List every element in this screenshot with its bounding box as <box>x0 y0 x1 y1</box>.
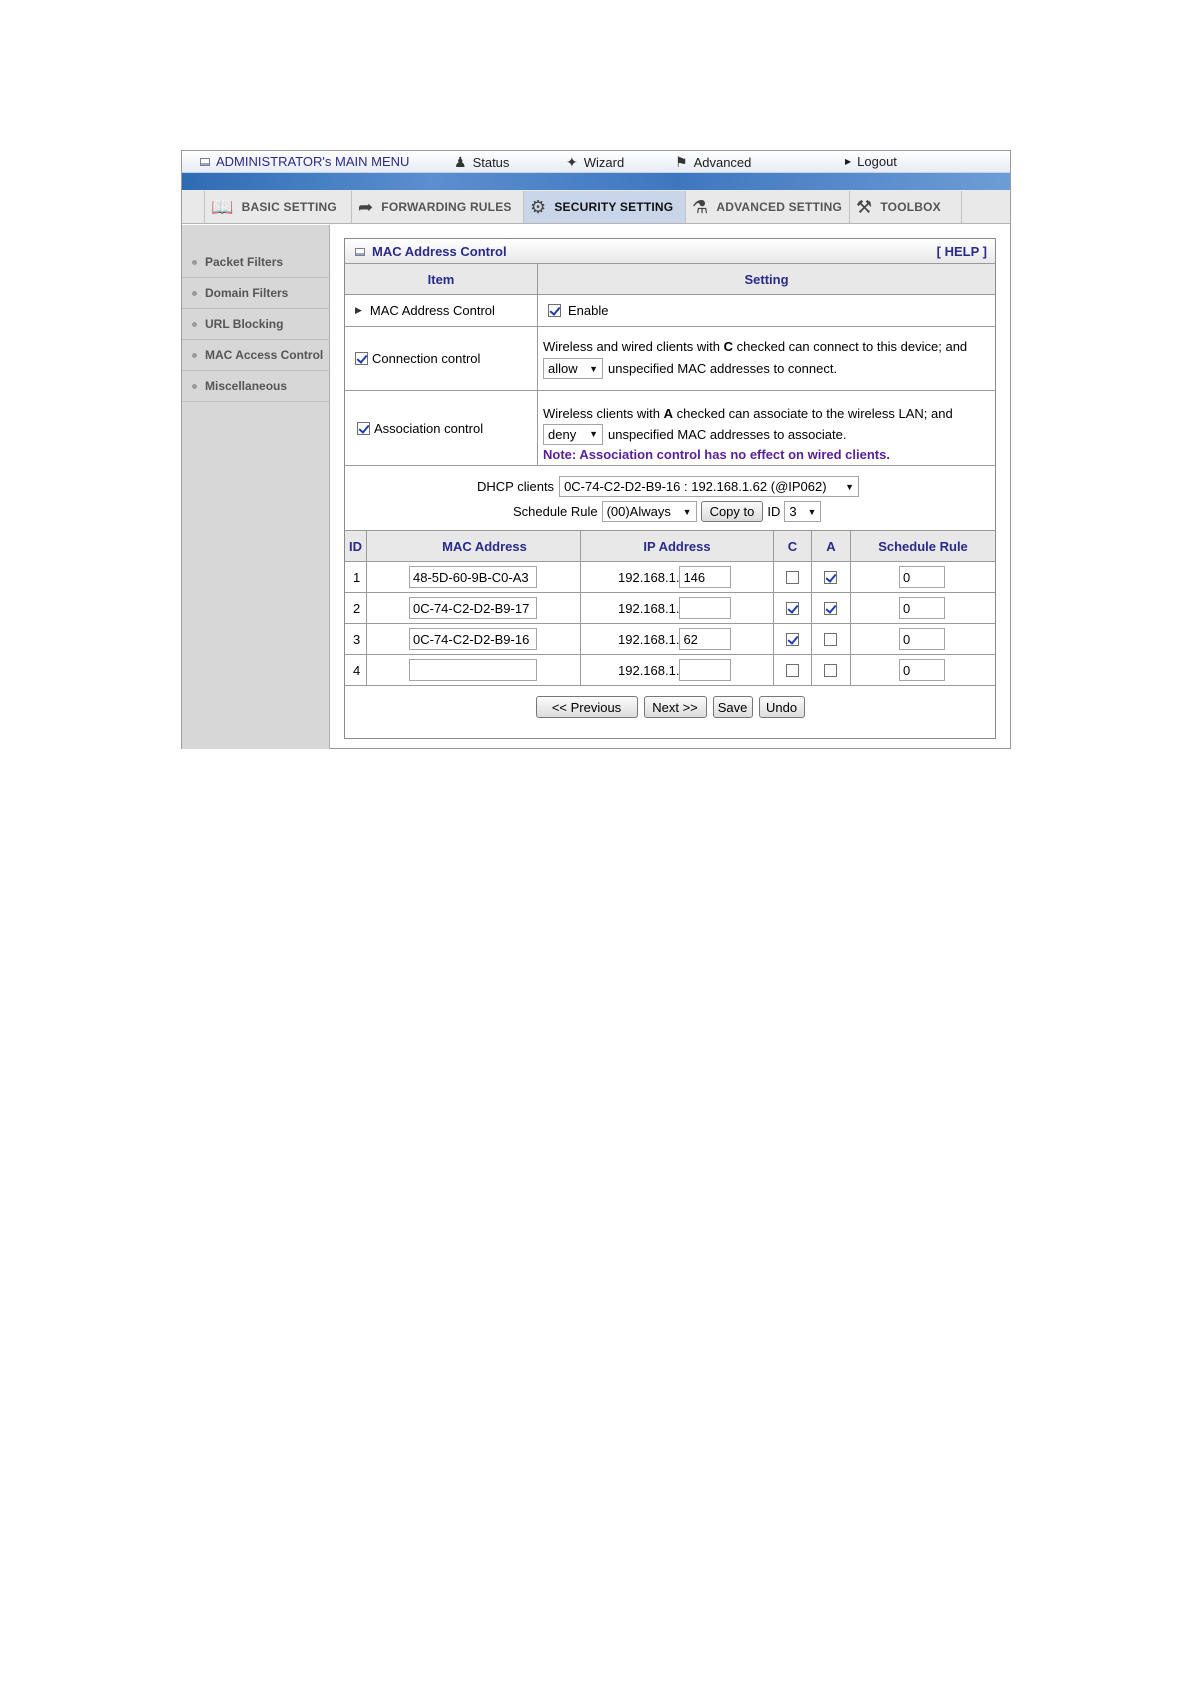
connection-control-checkbox[interactable] <box>355 352 368 365</box>
connection-policy-select[interactable] <box>543 358 603 379</box>
advanced-label: Advanced <box>693 155 752 170</box>
c-column-header: C <box>787 538 798 554</box>
id-column-header: ID <box>349 538 362 554</box>
sidebar-item-label: URL Blocking <box>205 317 284 331</box>
mac-control-label: MAC Address Control <box>369 303 495 318</box>
tab-forwarding-rules-label: FORWARDING RULES <box>381 200 512 214</box>
logout-label: Logout <box>857 154 897 169</box>
ip-prefix: 192.168.1. <box>618 569 680 585</box>
association-control-label: Association control <box>374 420 484 436</box>
wizard-label: Wizard <box>583 155 625 170</box>
sidebar-item-domain-filters[interactable] <box>182 278 330 309</box>
sidebar-item-packet-filters[interactable] <box>182 247 330 278</box>
dropdown-arrow-icon: ▼ <box>807 506 817 517</box>
panel-square-icon <box>355 248 365 256</box>
tab-basic-setting[interactable] <box>204 191 352 223</box>
undo-button[interactable]: Undo <box>759 696 805 718</box>
row-id: 2 <box>353 600 361 616</box>
toolbox-icon: ⚒ <box>856 196 873 217</box>
bullet-icon <box>192 260 197 265</box>
item-column-header: Item <box>427 271 455 287</box>
action-buttons-row <box>345 686 995 728</box>
panel-title: MAC Address Control <box>372 244 507 259</box>
tab-toolbox-label: TOOLBOX <box>880 200 941 214</box>
dropdown-arrow-icon: ▼ <box>589 429 598 439</box>
c-checkbox[interactable] <box>786 602 799 615</box>
triangle-right-icon: ▶ <box>845 157 852 166</box>
mac-table-header-row <box>345 531 995 562</box>
tab-security-setting-label: SECURITY SETTING <box>554 200 674 214</box>
association-note: Note: Association control has no effect on wired clients. <box>543 447 890 462</box>
a-checkbox[interactable] <box>824 664 837 677</box>
tab-security-setting[interactable] <box>524 191 686 223</box>
sidebar-item-url-blocking[interactable] <box>182 309 330 340</box>
forward-icon: ➦ <box>358 196 374 217</box>
admin-main-menu-link[interactable] <box>200 154 409 169</box>
table-row <box>345 624 995 655</box>
ip-last-octet-input[interactable] <box>679 659 731 681</box>
person-icon: ♟ <box>454 154 467 170</box>
ip-column-header: IP Address <box>643 538 711 554</box>
association-control-setting <box>543 404 993 464</box>
help-link[interactable]: [ HELP ] <box>936 244 987 259</box>
table-row <box>345 562 995 593</box>
dropdown-arrow-icon: ▼ <box>682 506 692 517</box>
schedule-rule-input[interactable]: 0 <box>899 597 945 619</box>
ip-last-octet-input[interactable] <box>679 597 731 619</box>
association-policy-select[interactable] <box>543 424 603 445</box>
main-menu-bar <box>182 151 1010 173</box>
advanced-menu-link[interactable] <box>675 154 751 171</box>
bullet-icon <box>192 353 197 358</box>
admin-main-menu-label: ADMINISTRATOR's MAIN MENU <box>216 154 410 169</box>
connection-letter: C <box>723 339 734 354</box>
schedule-column-header: Schedule Rule <box>878 538 968 554</box>
router-admin-window <box>181 150 1011 749</box>
a-checkbox[interactable] <box>824 633 837 646</box>
logout-menu-link[interactable] <box>845 154 897 169</box>
connection-control-label: Connection control <box>372 351 481 366</box>
tab-forwarding-rules[interactable] <box>352 191 524 223</box>
tab-basic-setting-label: BASIC SETTING <box>241 200 337 214</box>
security-icon: ⚙ <box>530 196 547 217</box>
connection-text-after: checked can connect to this device; and <box>733 339 968 354</box>
association-policy-value: deny <box>548 427 577 442</box>
row-id: 3 <box>353 631 361 647</box>
wizard-icon: ✦ <box>566 154 578 170</box>
decorative-blue-strip <box>182 173 1010 190</box>
mac-address-input[interactable] <box>409 659 537 681</box>
advanced-icon: ⚑ <box>675 154 688 170</box>
status-menu-link[interactable] <box>454 154 509 171</box>
wizard-menu-link[interactable] <box>566 154 624 171</box>
advanced-setting-icon: ⚗ <box>692 196 709 217</box>
sidebar-item-label: MAC Access Control <box>205 348 324 362</box>
dhcp-clients-value: 0C-74-C2-D2-B9-16 : 192.168.1.62 (@IP062) <box>564 479 827 494</box>
schedule-rule-value: (00)Always <box>606 504 671 519</box>
id-label: ID <box>767 504 781 519</box>
enable-label: Enable <box>568 303 609 318</box>
connection-control-row <box>345 327 995 391</box>
next-button[interactable]: Next >> <box>644 696 707 718</box>
connection-policy-value: allow <box>548 360 578 376</box>
mac-address-input[interactable]: 0C-74-C2-D2-B9-16 <box>409 628 537 650</box>
mac-address-control-panel <box>344 238 996 739</box>
enable-checkbox[interactable] <box>548 304 561 317</box>
association-control-checkbox[interactable] <box>357 422 370 435</box>
bullet-icon <box>192 384 197 389</box>
status-label: Status <box>472 155 510 170</box>
tab-advanced-setting-label: ADVANCED SETTING <box>716 200 842 214</box>
ip-last-octet-input[interactable]: 62 <box>679 628 731 650</box>
ip-prefix: 192.168.1. <box>618 662 680 678</box>
item-setting-header-row <box>345 264 995 295</box>
dhcp-clients-row <box>345 466 995 531</box>
a-checkbox[interactable] <box>824 602 837 615</box>
schedule-rule-input[interactable]: 0 <box>899 566 945 588</box>
mac-address-input[interactable]: 0C-74-C2-D2-B9-17 <box>409 597 537 619</box>
sidebar-item-mac-access-control[interactable] <box>182 340 330 371</box>
tab-toolbox[interactable] <box>850 191 962 223</box>
ip-last-octet-input[interactable]: 146 <box>679 566 731 588</box>
schedule-rule-input[interactable]: 0 <box>899 628 945 650</box>
schedule-rule-input[interactable]: 0 <box>899 659 945 681</box>
sidebar-item-label: Packet Filters <box>205 255 284 269</box>
association-control-row <box>345 391 995 466</box>
tab-advanced-setting[interactable] <box>686 191 850 223</box>
mac-column-header: MAC Address <box>442 538 527 554</box>
association-text-before: Wireless clients with <box>543 406 664 421</box>
ip-prefix: 192.168.1. <box>618 600 680 616</box>
setting-column-header: Setting <box>744 271 789 287</box>
row-id: 1 <box>353 569 361 585</box>
security-sidebar <box>182 225 330 749</box>
copy-to-button[interactable]: Copy to <box>701 501 764 522</box>
dropdown-arrow-icon: ▼ <box>845 481 855 492</box>
triangle-right-icon: ▶ <box>355 305 362 315</box>
schedule-rule-label: Schedule Rule <box>513 504 598 519</box>
schedule-rule-select[interactable] <box>602 501 697 522</box>
connection-text-before: Wireless and wired clients with <box>543 339 724 354</box>
table-row <box>345 655 995 686</box>
sidebar-item-label: Domain Filters <box>205 286 289 300</box>
sidebar-item-miscellaneous[interactable] <box>182 371 330 402</box>
association-letter: A <box>663 406 674 421</box>
id-select[interactable] <box>784 501 821 522</box>
a-checkbox[interactable] <box>824 571 837 584</box>
dropdown-arrow-icon: ▼ <box>589 363 598 374</box>
connection-suffix: unspecified MAC addresses to connect. <box>608 360 838 376</box>
association-text-after: checked can associate to the wireless LAN; and <box>673 406 953 421</box>
table-row <box>345 593 995 624</box>
c-checkbox[interactable] <box>786 633 799 646</box>
id-select-value: 3 <box>789 504 797 519</box>
menu-square-icon <box>200 158 210 166</box>
mac-control-row <box>345 295 995 327</box>
row-id: 4 <box>353 662 361 678</box>
settings-tab-bar <box>182 190 1010 224</box>
c-checkbox[interactable] <box>786 664 799 677</box>
mac-address-input[interactable]: 48-5D-60-9B-C0-A3 <box>409 566 537 588</box>
dhcp-clients-label: DHCP clients <box>477 479 555 494</box>
c-checkbox[interactable] <box>786 571 799 584</box>
bullet-icon <box>192 291 197 296</box>
ip-prefix: 192.168.1. <box>618 631 680 647</box>
bullet-icon <box>192 322 197 327</box>
connection-control-setting <box>543 337 993 379</box>
panel-header <box>345 239 995 264</box>
book-icon: 📖 <box>211 196 234 217</box>
association-suffix: unspecified MAC addresses to associate. <box>608 427 847 442</box>
dhcp-clients-select[interactable] <box>559 476 859 497</box>
previous-button[interactable]: << Previous <box>536 696 638 718</box>
save-button[interactable]: Save <box>713 696 753 718</box>
sidebar-item-label: Miscellaneous <box>205 379 288 393</box>
a-column-header: A <box>826 538 836 554</box>
